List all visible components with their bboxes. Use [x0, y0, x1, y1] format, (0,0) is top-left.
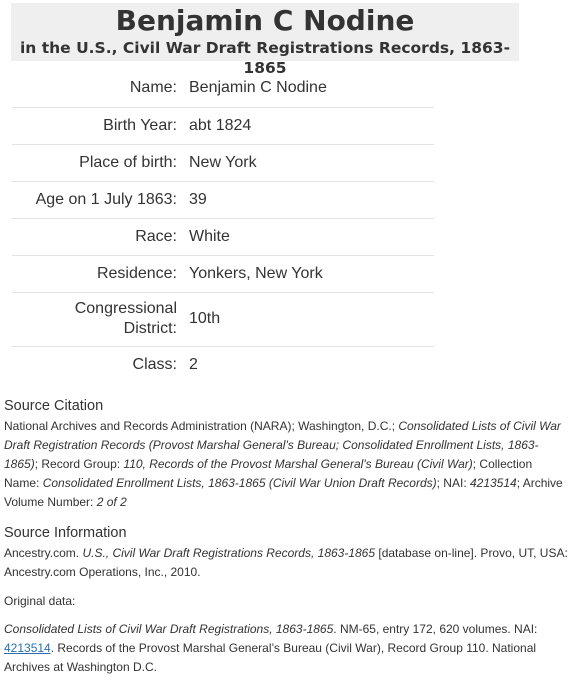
fact-row-birth-year: [12, 107, 434, 144]
source-citation-section: [4, 397, 569, 512]
fact-row-name: [12, 70, 434, 107]
page-title: Benjamin C Nodine: [115, 4, 415, 37]
fact-row-race: [12, 218, 434, 255]
fact-label-line1: Congressional: [74, 300, 177, 317]
fact-row-class: [12, 346, 434, 384]
fact-value: White: [189, 218, 434, 255]
fact-label: Race:: [12, 218, 189, 255]
fact-value: 39: [189, 181, 434, 218]
fact-row-place-of-birth: [12, 144, 434, 181]
collection-subtitle: in the U.S., Civil War Draft Registrations Records, 1863-1865: [19, 39, 510, 77]
record-facts-table: [12, 70, 434, 384]
fact-value: 2: [189, 356, 198, 374]
record-header: [11, 3, 519, 77]
fact-label: Birth Year:: [12, 107, 189, 144]
fact-label: Residence:: [12, 255, 189, 292]
original-data-heading: Original data:: [4, 594, 76, 608]
original-data-section: [4, 592, 569, 677]
source-information-section: [4, 524, 569, 582]
fact-label: Age on 1 July 1863:: [12, 181, 189, 218]
fact-row-residence: [12, 255, 434, 292]
nai-link[interactable]: 4213514: [4, 641, 51, 655]
source-information-heading: Source Information: [4, 525, 127, 541]
original-data-text: Consolidated Lists of Civil War Draft Registrations, 1863-1865. NM-65, entry 172, 620 volumes. NAI: 4213514. Records of the Provost Marshal General’s Bureau (Civil War), Record Group 110. National Archives at Washington D.C.: [4, 622, 538, 674]
fact-value: Benjamin C Nodine: [189, 70, 434, 107]
fact-row-age: [12, 181, 434, 218]
fact-value: abt 1824: [189, 107, 434, 144]
fact-value: 10th: [189, 292, 434, 346]
source-citation-heading: Source Citation: [4, 398, 104, 414]
fact-value: Yonkers, New York: [189, 255, 434, 292]
fact-label: Place of birth:: [12, 144, 189, 181]
fact-label: Name:: [12, 70, 189, 107]
fact-label: Class:: [132, 356, 177, 374]
source-information-text: Ancestry.com. U.S., Civil War Draft Registrations Records, 1863-1865 [database on-line]. Provo, UT, USA: Ancestry.com Operations, Inc., 2010.: [4, 546, 568, 579]
fact-label: [12, 292, 189, 346]
fact-label-line2: District:: [123, 320, 177, 337]
fact-row-congressional-district: [12, 292, 434, 346]
source-citation-text: National Archives and Records Administration (NARA); Washington, D.C.; Consolidated Lists of Civil War Draft Registration Records (Provost Marshal General's Bureau; Consolidated Enrollment Lists, 1863-1865); Record Group: 110, Records of the Provost Marshal General's Bureau (Civil War); Collection Name: Consolidated Enrollment Lists, 1863-1865 (Civil War Union Draft Records); NAI: 4213514; Archive Volume Number: 2 of 2: [4, 419, 563, 509]
fact-value: New York: [189, 144, 434, 181]
